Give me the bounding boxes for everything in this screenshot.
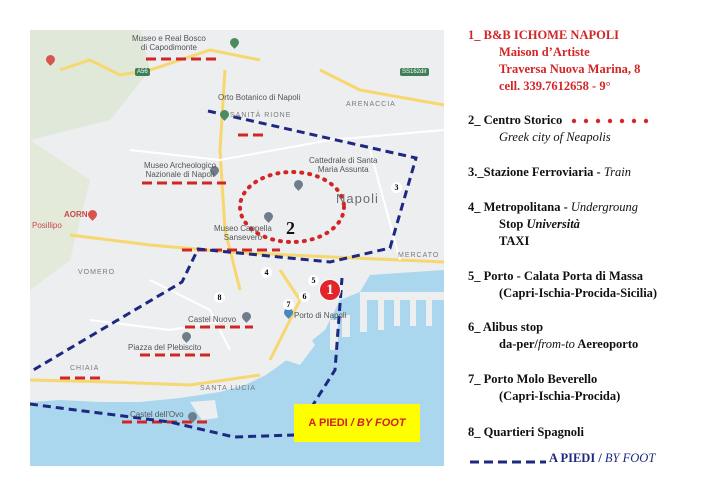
number-6: 6 [299,291,310,302]
legend-by-foot: A PIEDI / BY FOOT [549,451,656,465]
number-8: 8 [214,292,225,303]
label-orto: Orto Botanico di Napoli [218,93,301,102]
label-aorn: AORN [64,210,88,219]
label-sanita: SANITÀ RIONE [230,112,292,119]
label-vomero: VOMERO [78,269,116,276]
number-3: 3 [391,182,402,193]
number-2: 2 [286,218,295,238]
road-shield-ss162: SS162dir [402,69,427,75]
label-mercato: MERCATO [398,252,440,259]
label-cappella: Museo Cappella Sansevero [214,224,272,242]
legend-item-4: 4_ Metropolitana - Undergroung Stop Università TAXI [468,200,639,248]
map[interactable] [30,30,444,466]
legend-item-2: 2_ Centro Storico Greek city of Neapolis [468,112,653,146]
label-posillipo: Posillipo [32,221,62,230]
label-plebiscito: Piazza del Plebiscito [128,343,202,352]
by-foot-box: A PIEDI / BY FOOT [294,404,420,442]
legend-item-1: 1_ B&B ICHOME NAPOLI Maison d’Artiste Traversa Nuova Marina, 8 cell. 339.7612658 - 9° [468,28,641,93]
number-4: 4 [261,267,272,278]
label-arenaccia: ARENACCIA [346,101,396,108]
label-castel-ovo: Castel dell'Ovo [130,410,184,419]
road-shield-a56: A56 [137,69,148,75]
number-7: 7 [283,299,294,310]
label-cattedrale: Cattedrale di Santa Maria Assunta [309,156,378,174]
label-porto: Porto di Napoli [294,311,347,320]
legend-item-5: 5_ Porto - Calata Porta di Massa (Capri-Ischia-Procida-Sicilia) [468,269,658,300]
legend-item-6: 6_ Alibus stop da-per/from-to Aereoporto [468,320,639,351]
label-chiaia: CHIAIA [70,365,100,372]
by-foot-route-icon [470,459,546,465]
legend-item-8: 8_ Quartieri Spagnoli [468,425,584,439]
legend-item-3: 3._Stazione Ferroviaria - Train [468,165,631,179]
label-archeologico: Museo Archeologico Nazionale di Napoli [144,161,217,179]
centro-storico-dots-icon [571,118,653,124]
label-museo-bosco: Museo e Real Bosco di Capodimonte [132,34,206,52]
label-napoli: Napoli [336,191,379,206]
label-santa-lucia: SANTA LUCIA [200,385,256,392]
label-castel-nuovo: Castel Nuovo [188,315,237,324]
number-5: 5 [308,275,319,286]
bnb-location-marker[interactable]: 1 [319,279,341,301]
legend-item-7: 7_ Porto Molo Beverello (Capri-Ischia-Procida) [468,372,621,403]
